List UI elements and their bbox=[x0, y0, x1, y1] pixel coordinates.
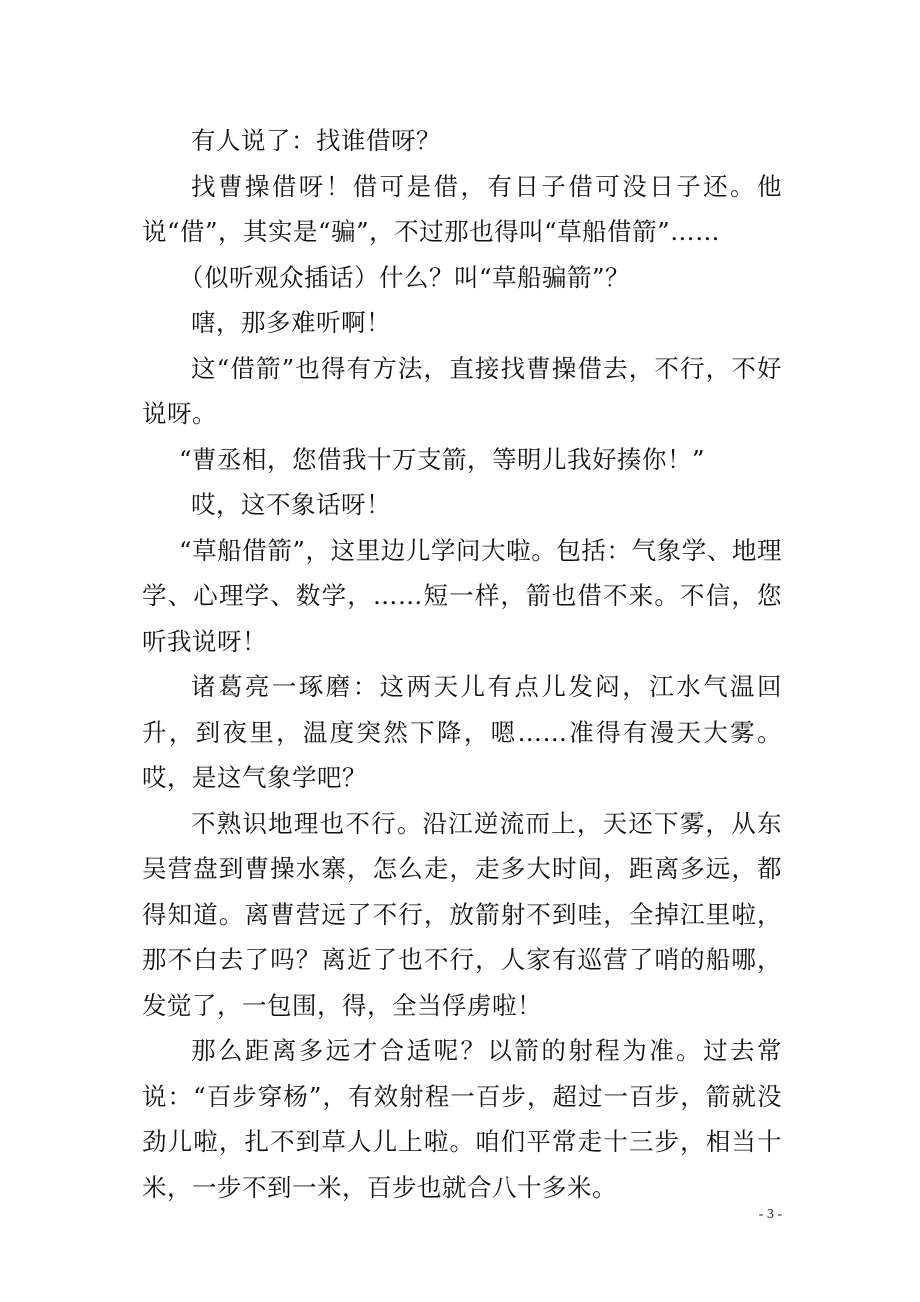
document-body bbox=[142, 118, 782, 1210]
paragraph-1: 有人说了：找谁借呀？ bbox=[191, 126, 441, 155]
paragraph-3: （似听观众插话）什么？叫“草船骗箭”？ bbox=[179, 262, 631, 292]
paragraph-4: 嗐，那多难听啊！ bbox=[191, 308, 391, 337]
page-number: - 3 - bbox=[758, 1207, 782, 1222]
paragraph-7: 哎，这不象话呀！ bbox=[191, 490, 391, 519]
paragraph-11: 那么距离多远才合适呢？以箭的射程为准。过去常说：“百步穿杨”，有效射程一百步，超过一百步，箭就没劲儿啦，扎不到草人儿上啦。咱们平常走十三步，相当十米，一步不到一米，百步也就合八十多米。 bbox=[142, 1036, 782, 1202]
paragraph-8: “草船借箭”，这里边儿学问大啦。包括：气象学、地理学、心理学、数学，……短一样，箭也借不来。不信，您听我说呀！ bbox=[142, 535, 782, 656]
paragraph-6: “曹丞相，您借我十万支箭，等明儿我好揍你！” bbox=[179, 444, 706, 474]
paragraph-2: 找曹操借呀！借可是借，有日子借可没日子还。他说“借”，其实是“骗”，不过那也得叫“草船借箭”…… bbox=[142, 171, 782, 246]
paragraph-9: 诸葛亮一琢磨：这两天儿有点儿发闷，江水气温回升，到夜里，温度突然下降，嗯……准得有漫天大雾。哎，是这气象学吧？ bbox=[142, 672, 782, 792]
paragraph-5: 这“借箭”也得有方法，直接找曹操借去，不行，不好说呀。 bbox=[142, 353, 782, 428]
paragraph-10: 不熟识地理也不行。沿江逆流而上，天还下雾，从东吴营盘到曹操水寨，怎么走，走多大时间，距离多远，都得知道。离曹营远了不行，放箭射不到哇，全掉江里啦，那不白去了吗？离近了也不行，人家有巡营了哨的船哪，发觉了，一包围，得，全当俘虏啦！ bbox=[142, 808, 782, 1020]
